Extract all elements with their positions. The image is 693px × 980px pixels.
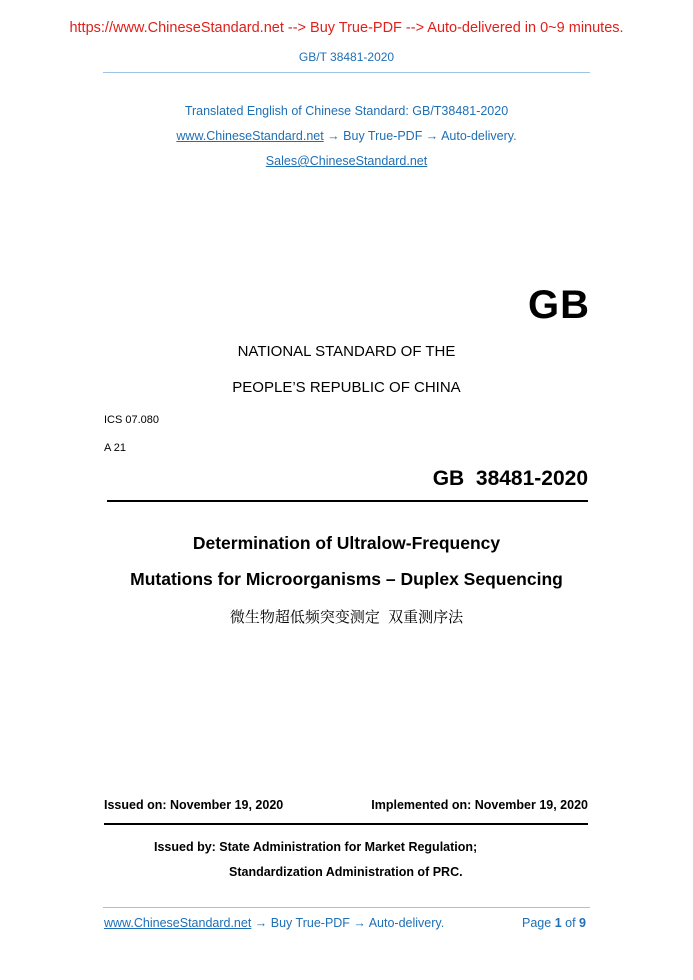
issued-by-line2: Standardization Administration of PRC. [229,865,463,879]
page-total: 9 [579,916,586,930]
gb-logo: GB [528,283,590,327]
translated-line: Translated English of Chinese Standard: GB/T38481-2020 [184,104,509,118]
implemented-on: Implemented on: November 19, 2020 [371,798,588,812]
top-banner[interactable]: https://www.ChineseStandard.net --> Buy True-PDF --> Auto-delivered in 0~9 minutes. [69,20,624,36]
standard-number: GB 38481-2020 [432,467,588,490]
footer-site-link[interactable]: www.ChineseStandard.net [104,916,252,930]
site-link[interactable]: www.ChineseStandard.net [176,129,324,143]
site-line-suffix: → Buy True-PDF → Auto-delivery. [323,129,517,143]
ccs-code: A 21 [104,442,127,454]
national-standard-line2: PEOPLE’S REPUBLIC OF CHINA [232,379,461,396]
sales-line [0,154,693,168]
title-line2: Mutations for Microorganisms – Duplex Sequencing [130,569,563,589]
footer-site-suffix: → Buy True-PDF → Auto-delivery. [251,916,445,930]
sales-email-link[interactable]: Sales@ChineseStandard.net [265,154,428,168]
page-word: Page [522,916,552,930]
title-chinese: 微生物超低频突变测定 双重测序法 [229,609,464,626]
site-line [0,129,693,143]
ics-code: ICS 07.080 [104,414,160,426]
title-divider [107,500,588,502]
title-line1: Determination of Ultralow-Frequency [192,533,501,553]
of-word: of [565,916,576,930]
page-number: 1 [554,916,562,930]
issue-divider [104,823,588,825]
national-standard-line1: NATIONAL STANDARD OF THE [237,343,456,360]
header-standard-code: GB/T 38481-2020 [298,50,395,64]
header-divider [103,72,590,73]
page-indicator [500,916,586,930]
footer-divider [103,907,590,908]
issued-on: Issued on: November 19, 2020 [104,798,284,812]
footer-site-line [104,916,444,930]
issued-by-line1: Issued by: State Administration for Market Regulation; [154,840,478,854]
